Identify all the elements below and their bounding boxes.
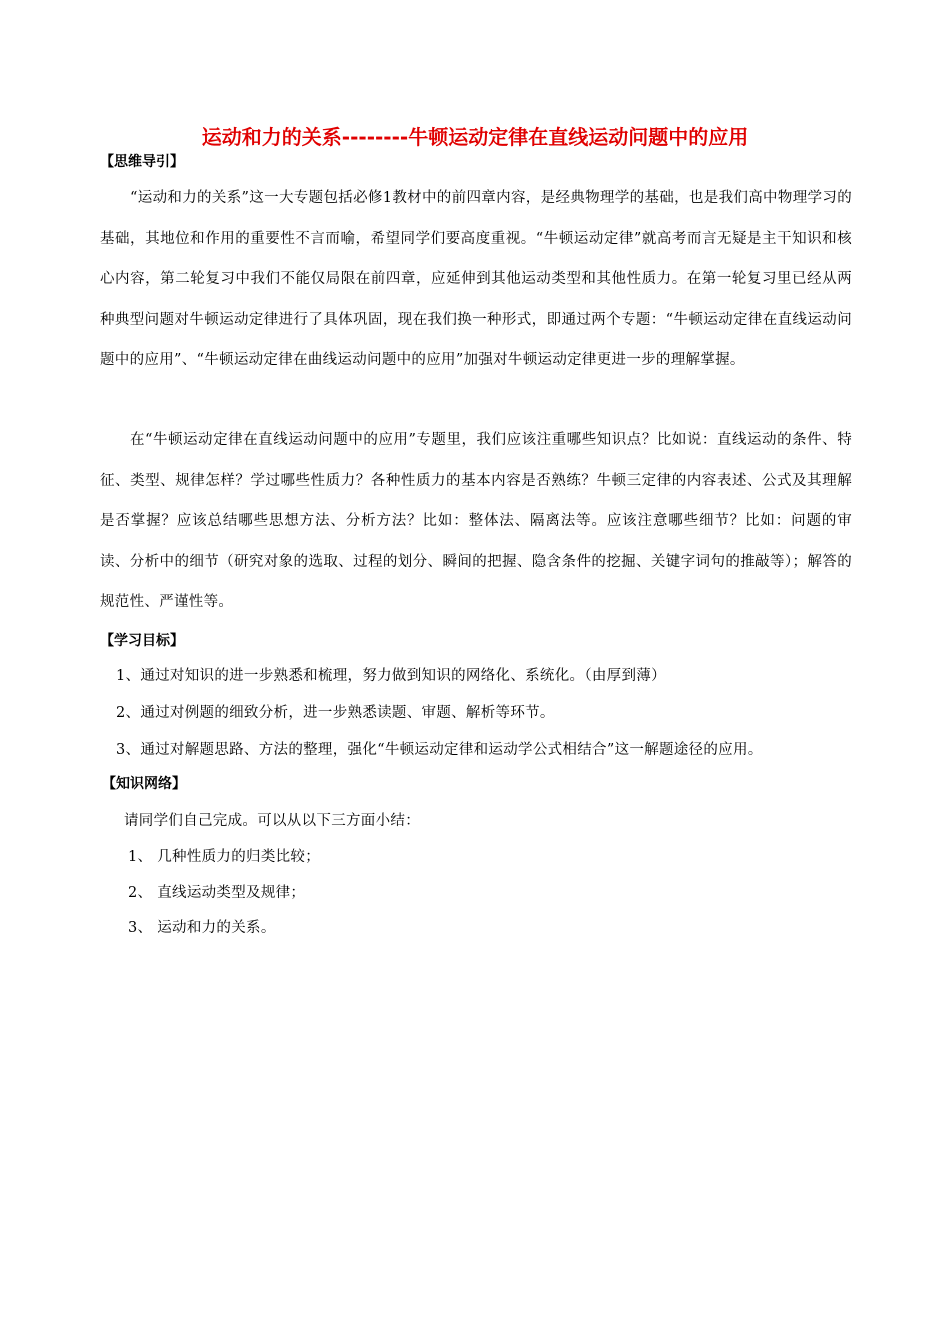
knowledge-network-item-1: 1、 几种性质力的归类比较；	[128, 849, 321, 865]
knowledge-network-item-3: 3、 运动和力的关系。	[128, 920, 276, 936]
knowledge-network-item-2: 2、 直线运动类型及规律；	[128, 885, 306, 901]
learning-goal-item-3: 3、通过对解题思路、方法的整理，强化“牛顿运动定律和运动学公式相结合”这一解题途径的应用。	[116, 742, 763, 758]
thinking-guide-paragraph-2: 在“牛顿运动定律在直线运动问题中的应用”专题里，我们应该注重哪些知识点？比如说：直线运动的条件、特征、类型、规律怎样？学过哪些性质力？各种性质力的基本内容是否熟练？牛顿三定律的内容表述、公式及其理解是否掌握？应该总结哪些思想方法、分析方法？比如：整体法、隔离法等。应该注意哪些细节？比如：问题的审读、分析中的细节（研究对象的选取、过程的划分、瞬间的把握、隐含条件的挖掘、关键字词句的推敲等）；解答的规范性、严谨性等。	[100, 432, 852, 610]
section-heading-learning-goals: 【学习目标】	[100, 633, 184, 649]
learning-goal-item-1: 1、通过对知识的进一步熟悉和梳理，努力做到知识的网络化、系统化。（由厚到薄）	[116, 668, 666, 684]
thinking-guide-paragraph-1: “运动和力的关系”这一大专题包括必修1教材中的前四章内容，是经典物理学的基础，也是我们高中物理学习的基础，其地位和作用的重要性不言而喻，希望同学们要高度重视。“牛顿运动定律”就高考而言无疑是主干知识和核心内容，第二轮复习中我们不能仅局限在前四章，应延伸到其他运动类型和其他性质力。在第一轮复习里已经从两种典型问题对牛顿运动定律进行了具体巩固，现在我们换一种形式，即通过两个专题：“牛顿运动定律在直线运动问题中的应用”、“牛顿运动定律在曲线运动问题中的应用”加强对牛顿运动定律更进一步的理解掌握。	[100, 190, 852, 368]
document-title: 运动和力的关系--------牛顿运动定律在直线运动问题中的应用	[201, 125, 749, 149]
knowledge-network-intro: 请同学们自己完成。可以从以下三方面小结：	[124, 813, 420, 829]
section-heading-thinking-guide: 【思维导引】	[100, 154, 184, 170]
learning-goal-item-2: 2、通过对例题的细致分析，进一步熟悉读题、审题、解析等环节。	[116, 705, 555, 721]
section-heading-knowledge-network: 【知识网络】	[102, 776, 186, 792]
